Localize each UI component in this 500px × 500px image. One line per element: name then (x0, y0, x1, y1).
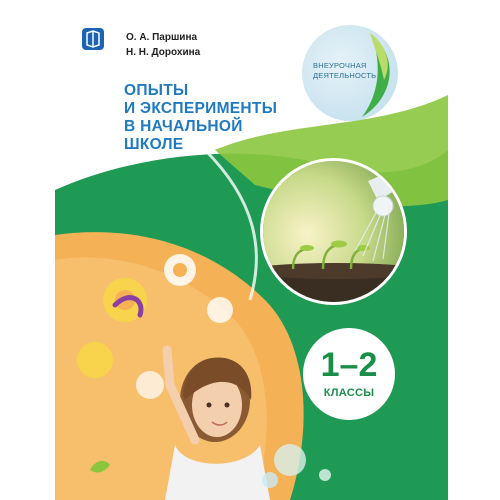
title-line: И ЭКСПЕРИМЕНТЫ (124, 100, 278, 117)
title-line: В НАЧАЛЬНОЙ (124, 118, 243, 135)
title-line: ОПЫТЫ (124, 82, 189, 99)
author-name: Н. Н. Дорохина (126, 47, 201, 58)
book-cover (55, 0, 448, 500)
title-line: ШКОЛЕ (124, 136, 184, 153)
series-label-line2: ДЕЯТЕЛЬНОСТЬ (313, 71, 377, 80)
bubble-icon (262, 444, 331, 488)
illustration-layer (55, 0, 448, 500)
grade-number: 1–2 (320, 346, 378, 384)
series-label-line1: ВНЕУРОЧНАЯ (313, 61, 367, 70)
girl-illustration (165, 350, 270, 500)
author-name: О. А. Паршина (126, 32, 198, 43)
grade-label: КЛАССЫ (323, 387, 375, 399)
